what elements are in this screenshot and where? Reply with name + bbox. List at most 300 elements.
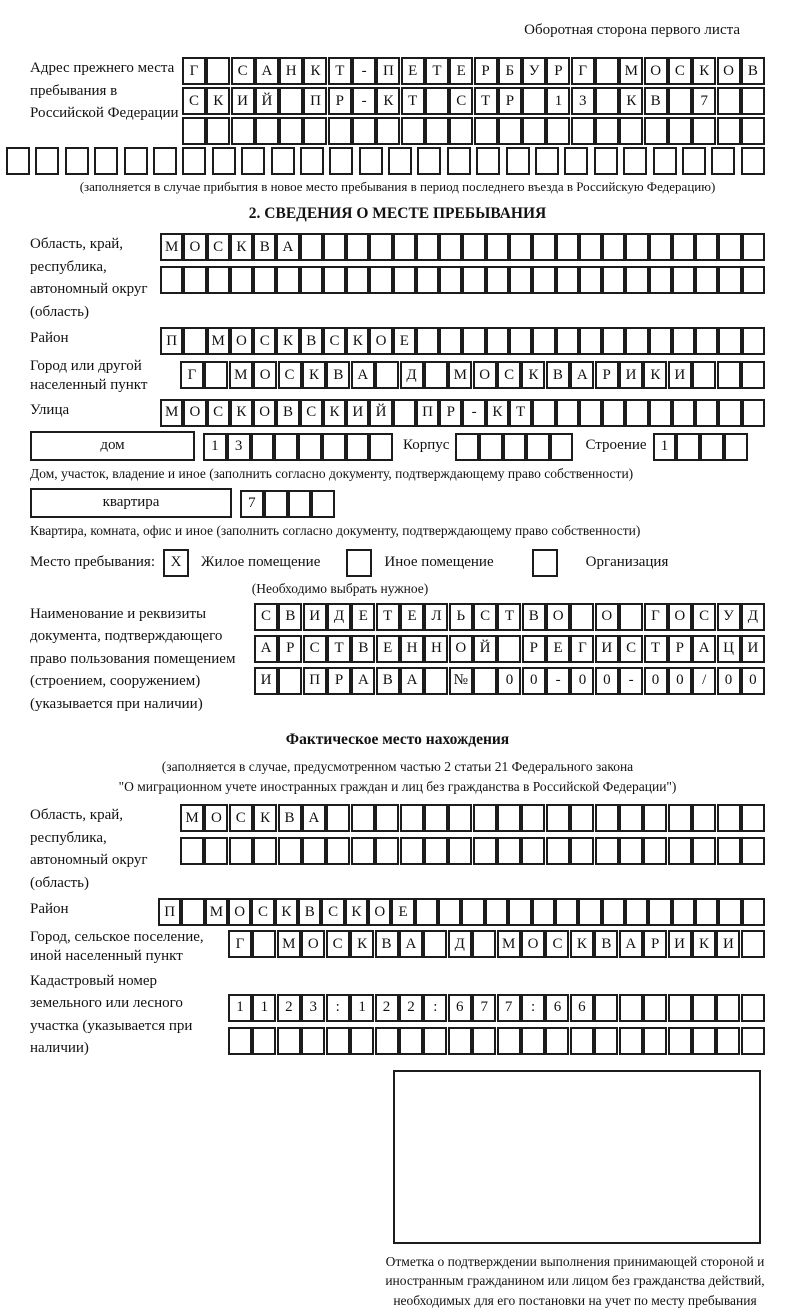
form-cell[interactable] — [455, 433, 479, 461]
form-cell[interactable] — [546, 804, 570, 832]
form-cell[interactable]: О — [204, 804, 228, 832]
form-cell[interactable] — [668, 837, 692, 865]
form-cell[interactable] — [180, 837, 204, 865]
form-cell[interactable]: 7 — [692, 87, 716, 115]
form-cell[interactable] — [376, 117, 400, 145]
form-cell[interactable] — [718, 327, 741, 355]
form-cell[interactable]: Р — [439, 399, 462, 427]
form-cell[interactable] — [556, 266, 579, 294]
form-cell[interactable] — [570, 837, 594, 865]
form-cell[interactable] — [503, 433, 527, 461]
form-cell[interactable]: 3 — [227, 433, 251, 461]
form-cell[interactable]: Т — [401, 87, 425, 115]
form-cell[interactable]: В — [594, 930, 618, 958]
form-cell[interactable]: К — [323, 399, 346, 427]
form-cell[interactable] — [124, 147, 148, 175]
form-cell[interactable]: Г — [180, 361, 204, 389]
form-cell[interactable]: А — [692, 635, 716, 663]
form-cell[interactable]: Т — [327, 635, 351, 663]
form-cell[interactable] — [672, 898, 695, 926]
form-cell[interactable] — [206, 117, 230, 145]
form-cell[interactable] — [594, 147, 618, 175]
form-cell[interactable] — [716, 1027, 740, 1055]
form-cell[interactable] — [741, 1027, 765, 1055]
form-cell[interactable] — [252, 1027, 276, 1055]
form-cell[interactable] — [717, 87, 741, 115]
form-cell[interactable] — [546, 117, 570, 145]
form-cell[interactable]: И — [595, 635, 619, 663]
form-cell[interactable] — [393, 233, 416, 261]
form-cell[interactable]: 0 — [595, 667, 619, 695]
form-cell[interactable] — [497, 1027, 521, 1055]
form-cell[interactable] — [183, 266, 206, 294]
form-cell[interactable]: С — [229, 804, 253, 832]
form-cell[interactable] — [375, 361, 399, 389]
form-cell[interactable]: С — [668, 57, 692, 85]
form-cell[interactable] — [206, 57, 230, 85]
form-cell[interactable] — [182, 147, 206, 175]
form-cell[interactable]: К — [376, 87, 400, 115]
form-cell[interactable] — [448, 1027, 472, 1055]
form-cell[interactable] — [692, 837, 716, 865]
form-cell[interactable]: : — [326, 994, 350, 1022]
checkbox-organizatsiya[interactable] — [532, 549, 558, 577]
form-cell[interactable]: Е — [376, 635, 400, 663]
form-cell[interactable] — [619, 994, 643, 1022]
form-cell[interactable] — [742, 233, 765, 261]
form-cell[interactable]: К — [692, 57, 716, 85]
form-cell[interactable] — [668, 994, 692, 1022]
form-cell[interactable]: Д — [448, 930, 472, 958]
form-cell[interactable] — [448, 804, 472, 832]
form-cell[interactable]: С — [182, 87, 206, 115]
form-cell[interactable]: Р — [595, 361, 619, 389]
form-cell[interactable] — [252, 930, 276, 958]
form-cell[interactable] — [393, 399, 416, 427]
form-cell[interactable] — [672, 233, 695, 261]
form-cell[interactable]: М — [448, 361, 472, 389]
form-cell[interactable] — [741, 117, 765, 145]
form-cell[interactable] — [375, 1027, 399, 1055]
form-cell[interactable]: - — [462, 399, 485, 427]
form-cell[interactable] — [301, 1027, 325, 1055]
form-cell[interactable]: В — [278, 804, 302, 832]
form-cell[interactable]: 6 — [448, 994, 472, 1022]
form-cell[interactable] — [556, 327, 579, 355]
form-cell[interactable]: С — [326, 930, 350, 958]
form-cell[interactable]: Д — [741, 603, 765, 631]
form-cell[interactable]: С — [692, 603, 716, 631]
form-cell[interactable] — [741, 930, 765, 958]
form-cell[interactable] — [351, 837, 375, 865]
form-cell[interactable] — [625, 327, 648, 355]
form-cell[interactable] — [65, 147, 89, 175]
form-cell[interactable] — [521, 837, 545, 865]
form-cell[interactable] — [619, 603, 643, 631]
form-cell[interactable] — [695, 233, 718, 261]
form-cell[interactable] — [716, 994, 740, 1022]
form-cell[interactable] — [579, 327, 602, 355]
form-cell[interactable] — [578, 898, 601, 926]
form-cell[interactable]: М — [160, 233, 183, 261]
form-cell[interactable]: О — [183, 399, 206, 427]
form-cell[interactable]: Г — [571, 57, 595, 85]
form-cell[interactable] — [472, 1027, 496, 1055]
form-cell[interactable] — [692, 117, 716, 145]
form-cell[interactable]: М — [205, 898, 228, 926]
form-cell[interactable]: С — [321, 898, 344, 926]
form-cell[interactable] — [625, 399, 648, 427]
form-cell[interactable]: О — [253, 361, 277, 389]
form-cell[interactable] — [425, 117, 449, 145]
form-cell[interactable] — [311, 490, 335, 518]
form-cell[interactable] — [526, 433, 550, 461]
form-cell[interactable] — [742, 898, 765, 926]
checkbox-inoe[interactable] — [346, 549, 372, 577]
form-cell[interactable] — [424, 837, 448, 865]
form-cell[interactable]: Б — [498, 57, 522, 85]
form-cell[interactable] — [695, 266, 718, 294]
form-cell[interactable]: В — [376, 667, 400, 695]
form-cell[interactable]: И — [619, 361, 643, 389]
form-cell[interactable] — [506, 147, 530, 175]
form-cell[interactable]: 0 — [717, 667, 741, 695]
form-cell[interactable] — [369, 233, 392, 261]
form-cell[interactable] — [672, 327, 695, 355]
form-cell[interactable] — [303, 117, 327, 145]
form-cell[interactable]: К — [570, 930, 594, 958]
form-cell[interactable]: - — [352, 57, 376, 85]
form-cell[interactable]: Е — [400, 603, 424, 631]
form-cell[interactable] — [555, 898, 578, 926]
form-cell[interactable]: В — [375, 930, 399, 958]
form-cell[interactable] — [741, 837, 765, 865]
form-cell[interactable] — [486, 233, 509, 261]
form-cell[interactable] — [302, 837, 326, 865]
form-cell[interactable]: Е — [351, 603, 375, 631]
form-cell[interactable] — [532, 266, 555, 294]
form-cell[interactable] — [625, 233, 648, 261]
form-cell[interactable] — [546, 837, 570, 865]
form-cell[interactable] — [417, 147, 441, 175]
form-cell[interactable] — [579, 266, 602, 294]
form-cell[interactable] — [595, 57, 619, 85]
form-cell[interactable] — [462, 233, 485, 261]
form-cell[interactable]: С — [619, 635, 643, 663]
form-cell[interactable] — [346, 433, 370, 461]
form-cell[interactable]: А — [302, 804, 326, 832]
form-cell[interactable] — [556, 399, 579, 427]
form-cell[interactable] — [570, 804, 594, 832]
form-cell[interactable] — [212, 147, 236, 175]
form-cell[interactable] — [643, 994, 667, 1022]
form-cell[interactable]: К — [253, 804, 277, 832]
form-cell[interactable] — [6, 147, 30, 175]
form-cell[interactable]: А — [254, 635, 278, 663]
form-cell[interactable] — [682, 147, 706, 175]
form-cell[interactable] — [692, 361, 716, 389]
form-cell[interactable] — [479, 433, 503, 461]
form-cell[interactable]: М — [619, 57, 643, 85]
form-cell[interactable] — [300, 147, 324, 175]
form-cell[interactable] — [643, 804, 667, 832]
form-cell[interactable] — [695, 327, 718, 355]
form-cell[interactable] — [742, 266, 765, 294]
form-cell[interactable] — [672, 266, 695, 294]
form-cell[interactable] — [594, 994, 618, 1022]
form-cell[interactable]: Ь — [449, 603, 473, 631]
form-cell[interactable]: Д — [327, 603, 351, 631]
form-cell[interactable]: О — [521, 930, 545, 958]
form-cell[interactable] — [447, 147, 471, 175]
form-cell[interactable]: 0 — [668, 667, 692, 695]
form-cell[interactable]: И — [668, 930, 692, 958]
form-cell[interactable]: Д — [400, 361, 424, 389]
form-cell[interactable]: И — [303, 603, 327, 631]
form-cell[interactable]: В — [644, 87, 668, 115]
form-cell[interactable] — [375, 837, 399, 865]
form-cell[interactable] — [741, 147, 765, 175]
form-cell[interactable] — [595, 87, 619, 115]
form-cell[interactable]: Л — [424, 603, 448, 631]
form-cell[interactable]: А — [351, 667, 375, 695]
form-cell[interactable]: О — [253, 399, 276, 427]
form-cell[interactable]: И — [741, 635, 765, 663]
form-cell[interactable] — [508, 898, 531, 926]
form-cell[interactable]: А — [619, 930, 643, 958]
form-cell[interactable] — [160, 266, 183, 294]
form-cell[interactable] — [329, 147, 353, 175]
form-cell[interactable]: К — [345, 898, 368, 926]
form-cell[interactable]: С — [254, 603, 278, 631]
form-cell[interactable]: А — [400, 667, 424, 695]
form-cell[interactable] — [718, 233, 741, 261]
checkbox-zhiloe[interactable]: X — [163, 549, 189, 577]
form-cell[interactable] — [695, 898, 718, 926]
form-cell[interactable]: У — [717, 603, 741, 631]
form-cell[interactable] — [579, 399, 602, 427]
form-cell[interactable]: В — [278, 603, 302, 631]
form-cell[interactable]: К — [350, 930, 374, 958]
form-cell[interactable]: Т — [425, 57, 449, 85]
form-cell[interactable]: 6 — [545, 994, 569, 1022]
form-cell[interactable]: В — [522, 603, 546, 631]
form-cell[interactable] — [255, 117, 279, 145]
form-cell[interactable]: С — [303, 635, 327, 663]
form-cell[interactable] — [711, 147, 735, 175]
form-cell[interactable]: Р — [474, 57, 498, 85]
form-cell[interactable] — [595, 117, 619, 145]
form-cell[interactable]: Т — [474, 87, 498, 115]
form-cell[interactable] — [461, 898, 484, 926]
form-cell[interactable]: И — [716, 930, 740, 958]
form-cell[interactable] — [204, 361, 228, 389]
form-cell[interactable] — [564, 147, 588, 175]
form-cell[interactable] — [448, 837, 472, 865]
form-cell[interactable]: Й — [473, 635, 497, 663]
form-cell[interactable]: К — [230, 399, 253, 427]
form-cell[interactable]: К — [486, 399, 509, 427]
form-cell[interactable] — [473, 667, 497, 695]
form-cell[interactable]: В — [300, 327, 323, 355]
form-cell[interactable] — [369, 266, 392, 294]
form-cell[interactable]: - — [546, 667, 570, 695]
form-cell[interactable]: М — [229, 361, 253, 389]
form-cell[interactable] — [532, 327, 555, 355]
form-cell[interactable] — [400, 837, 424, 865]
form-cell[interactable] — [700, 433, 724, 461]
form-cell[interactable]: 1 — [350, 994, 374, 1022]
form-cell[interactable]: 3 — [571, 87, 595, 115]
form-cell[interactable]: И — [254, 667, 278, 695]
form-cell[interactable] — [439, 327, 462, 355]
form-cell[interactable]: В — [298, 898, 321, 926]
form-cell[interactable] — [692, 994, 716, 1022]
form-cell[interactable]: В — [253, 233, 276, 261]
form-cell[interactable]: Н — [400, 635, 424, 663]
form-cell[interactable]: В — [276, 399, 299, 427]
form-cell[interactable]: Т — [644, 635, 668, 663]
form-cell[interactable] — [346, 233, 369, 261]
form-cell[interactable] — [644, 117, 668, 145]
form-cell[interactable]: С — [278, 361, 302, 389]
form-cell[interactable] — [401, 117, 425, 145]
form-cell[interactable]: Е — [401, 57, 425, 85]
form-cell[interactable] — [724, 433, 748, 461]
form-cell[interactable] — [623, 147, 647, 175]
form-cell[interactable]: С — [251, 898, 274, 926]
form-cell[interactable] — [351, 804, 375, 832]
form-cell[interactable] — [231, 117, 255, 145]
form-cell[interactable]: Н — [279, 57, 303, 85]
form-cell[interactable]: Й — [255, 87, 279, 115]
form-cell[interactable]: 2 — [399, 994, 423, 1022]
form-cell[interactable]: 1 — [252, 994, 276, 1022]
form-cell[interactable] — [717, 117, 741, 145]
form-cell[interactable] — [509, 266, 532, 294]
form-cell[interactable]: О — [183, 233, 206, 261]
form-cell[interactable] — [276, 266, 299, 294]
form-cell[interactable] — [619, 1027, 643, 1055]
form-cell[interactable]: / — [692, 667, 716, 695]
form-cell[interactable] — [545, 1027, 569, 1055]
form-cell[interactable] — [718, 399, 741, 427]
form-cell[interactable] — [619, 117, 643, 145]
form-cell[interactable]: 0 — [570, 667, 594, 695]
form-cell[interactable]: Г — [570, 635, 594, 663]
form-cell[interactable] — [550, 433, 574, 461]
form-cell[interactable] — [668, 804, 692, 832]
form-cell[interactable] — [204, 837, 228, 865]
form-cell[interactable] — [532, 898, 555, 926]
form-cell[interactable]: 7 — [240, 490, 264, 518]
form-cell[interactable]: С — [545, 930, 569, 958]
form-cell[interactable]: А — [351, 361, 375, 389]
form-cell[interactable]: Т — [328, 57, 352, 85]
form-cell[interactable]: Р — [668, 635, 692, 663]
form-cell[interactable] — [346, 266, 369, 294]
form-cell[interactable] — [668, 1027, 692, 1055]
form-cell[interactable] — [462, 266, 485, 294]
form-cell[interactable] — [416, 233, 439, 261]
form-cell[interactable]: С — [207, 399, 230, 427]
form-cell[interactable] — [462, 327, 485, 355]
form-cell[interactable] — [400, 804, 424, 832]
form-cell[interactable] — [253, 837, 277, 865]
form-cell[interactable]: 7 — [497, 994, 521, 1022]
form-cell[interactable] — [717, 804, 741, 832]
form-cell[interactable]: О — [644, 57, 668, 85]
form-cell[interactable]: № — [449, 667, 473, 695]
form-cell[interactable] — [264, 490, 288, 518]
form-cell[interactable] — [326, 837, 350, 865]
form-cell[interactable] — [274, 433, 298, 461]
form-cell[interactable]: О — [595, 603, 619, 631]
form-cell[interactable] — [486, 266, 509, 294]
form-cell[interactable] — [532, 233, 555, 261]
form-cell[interactable] — [486, 327, 509, 355]
form-cell[interactable] — [602, 233, 625, 261]
form-cell[interactable]: В — [351, 635, 375, 663]
form-cell[interactable] — [497, 635, 521, 663]
form-cell[interactable]: Р — [546, 57, 570, 85]
form-cell[interactable] — [741, 804, 765, 832]
form-cell[interactable] — [399, 1027, 423, 1055]
form-cell[interactable] — [509, 233, 532, 261]
form-cell[interactable]: Г — [644, 603, 668, 631]
form-cell[interactable] — [625, 266, 648, 294]
form-cell[interactable]: К — [521, 361, 545, 389]
form-cell[interactable] — [497, 837, 521, 865]
form-cell[interactable] — [649, 327, 672, 355]
form-cell[interactable]: Е — [546, 635, 570, 663]
form-cell[interactable] — [602, 327, 625, 355]
form-cell[interactable]: К — [230, 233, 253, 261]
form-cell[interactable] — [322, 433, 346, 461]
form-cell[interactable] — [473, 804, 497, 832]
form-cell[interactable] — [350, 1027, 374, 1055]
form-cell[interactable] — [619, 837, 643, 865]
form-cell[interactable]: М — [207, 327, 230, 355]
form-cell[interactable]: К — [346, 327, 369, 355]
form-cell[interactable] — [742, 399, 765, 427]
form-cell[interactable] — [742, 327, 765, 355]
form-cell[interactable] — [672, 399, 695, 427]
form-cell[interactable] — [388, 147, 412, 175]
form-cell[interactable] — [181, 898, 204, 926]
form-cell[interactable] — [35, 147, 59, 175]
form-cell[interactable] — [595, 804, 619, 832]
form-cell[interactable]: 0 — [522, 667, 546, 695]
form-cell[interactable] — [741, 994, 765, 1022]
form-cell[interactable]: О — [228, 898, 251, 926]
form-cell[interactable]: П — [160, 327, 183, 355]
form-cell[interactable]: 1 — [203, 433, 227, 461]
form-cell[interactable] — [718, 898, 741, 926]
form-cell[interactable]: Й — [369, 399, 392, 427]
form-cell[interactable] — [648, 898, 671, 926]
form-cell[interactable]: Н — [424, 635, 448, 663]
form-cell[interactable] — [509, 327, 532, 355]
form-cell[interactable] — [741, 361, 765, 389]
form-cell[interactable] — [595, 837, 619, 865]
form-cell[interactable] — [649, 233, 672, 261]
form-cell[interactable] — [668, 117, 692, 145]
form-cell[interactable]: С — [473, 603, 497, 631]
form-cell[interactable] — [279, 117, 303, 145]
form-cell[interactable] — [207, 266, 230, 294]
form-cell[interactable] — [416, 266, 439, 294]
